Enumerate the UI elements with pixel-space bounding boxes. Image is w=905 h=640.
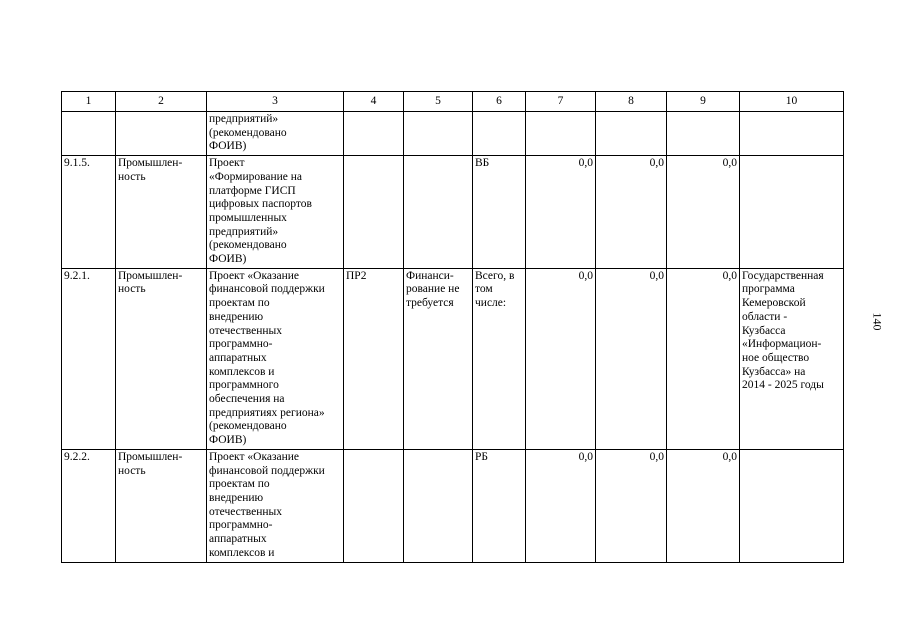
table-cell-c3 [207, 112, 344, 156]
cell-line: числе: [475, 297, 507, 310]
table-cell-c1 [62, 112, 116, 156]
cell-line: РБ [475, 450, 488, 463]
cell-line: ность [118, 283, 146, 296]
table-cell-c8: 0,0 [596, 449, 667, 562]
column-header: 9 [667, 92, 740, 112]
cell-line: финансовой поддержки [209, 283, 325, 296]
cell-line: Кузбасса» на [742, 365, 806, 378]
column-header: 5 [404, 92, 473, 112]
table-cell-c4 [344, 156, 404, 269]
cell-line: программно- [209, 338, 273, 351]
cell-line: финансовой поддержки [209, 464, 325, 477]
cell-line: ФОИВ) [209, 253, 247, 266]
table-cell-c4 [344, 449, 404, 562]
cell-line: комплексов и [209, 546, 275, 559]
cell-line: проектам по [209, 297, 270, 310]
table-cell-c9: 0,0 [667, 268, 740, 449]
table-cell-c3 [207, 449, 344, 562]
table-cell-c8 [596, 112, 667, 156]
table-cell-c10 [740, 156, 844, 269]
cell-line: ФОИВ) [209, 140, 247, 153]
table-cell-c5 [404, 449, 473, 562]
cell-line: (рекомендовано [209, 239, 287, 252]
column-header: 10 [740, 92, 844, 112]
cell-line: ное общество [742, 351, 810, 364]
column-header: 1 [62, 92, 116, 112]
cell-line: комплексов и [209, 365, 275, 378]
cell-line: рование не [406, 283, 460, 296]
table-cell-c5 [404, 268, 473, 449]
table-cell-c5 [404, 156, 473, 269]
column-header: 2 [116, 92, 207, 112]
cell-line: ность [118, 464, 146, 477]
cell-line: Промышлен- [118, 450, 183, 463]
cell-line: программно- [209, 519, 273, 532]
table-cell-c7: 0,0 [526, 268, 596, 449]
table-cell-c7: 0,0 [526, 156, 596, 269]
cell-line: платформе ГИСП [209, 184, 296, 197]
table-cell-c9: 0,0 [667, 449, 740, 562]
cell-line: отечественных [209, 505, 282, 518]
table-cell-c10 [740, 449, 844, 562]
table-cell-c2 [116, 112, 207, 156]
cell-line: «Формирование на [209, 170, 303, 183]
cell-line: Проект «Оказание [209, 269, 300, 282]
table-cell-c10 [740, 112, 844, 156]
cell-line: программного [209, 379, 279, 392]
table-cell-c6 [473, 156, 526, 269]
cell-line: Кемеровской [742, 297, 806, 310]
cell-line: внедрению [209, 491, 264, 504]
cell-line: промышленных [209, 211, 287, 224]
cell-line: предприятий» [209, 225, 279, 238]
cell-line: области - [742, 310, 788, 323]
table-row [62, 449, 844, 562]
table-cell-c9: 0,0 [667, 156, 740, 269]
table-row [62, 156, 844, 269]
table-cell-c1: 9.1.5. [62, 156, 116, 269]
cell-line: том [475, 283, 493, 296]
table-cell-c3 [207, 268, 344, 449]
cell-line: отечественных [209, 324, 282, 337]
cell-line: (рекомендовано [209, 420, 287, 433]
cell-line: Всего, в [475, 269, 515, 282]
column-header: 3 [207, 92, 344, 112]
cell-line: программа [742, 283, 795, 296]
cell-line: (рекомендовано [209, 126, 287, 139]
cell-line: 2014 - 2025 годы [742, 379, 824, 392]
column-header: 6 [473, 92, 526, 112]
column-header: 4 [344, 92, 404, 112]
cell-line: предприятиях региона» [209, 406, 325, 419]
data-table [61, 91, 844, 563]
cell-line: Промышлен- [118, 269, 183, 282]
column-header: 7 [526, 92, 596, 112]
table-cell-c8: 0,0 [596, 156, 667, 269]
table-row [62, 112, 844, 156]
cell-line: предприятий» [209, 113, 279, 125]
cell-line: «Информацион- [742, 338, 822, 351]
cell-line: внедрению [209, 310, 264, 323]
page-number: 140 [870, 312, 885, 331]
column-header: 8 [596, 92, 667, 112]
table-cell-c1: 9.2.2. [62, 449, 116, 562]
cell-line: аппаратных [209, 533, 267, 546]
table-cell-c10 [740, 268, 844, 449]
table-cell-c8: 0,0 [596, 268, 667, 449]
cell-line: проектам по [209, 478, 270, 491]
table-cell-c4: ПР2 [344, 268, 404, 449]
cell-line: Государственная [742, 269, 824, 282]
table-row [62, 268, 844, 449]
cell-line: обеспечения на [209, 393, 285, 406]
table-cell-c7: 0,0 [526, 449, 596, 562]
table-cell-c7 [526, 112, 596, 156]
cell-line: требуется [406, 297, 454, 310]
cell-line: Проект «Оказание [209, 450, 300, 463]
cell-line: аппаратных [209, 351, 267, 364]
cell-line: цифровых паспортов [209, 198, 312, 211]
table-cell-c3 [207, 156, 344, 269]
table-cell-c6 [473, 449, 526, 562]
cell-line: ФОИВ) [209, 434, 247, 447]
cell-line: ность [118, 170, 146, 183]
table-cell-c2 [116, 156, 207, 269]
table-cell-c2 [116, 449, 207, 562]
table-cell-c9 [667, 112, 740, 156]
table-cell-c2 [116, 268, 207, 449]
cell-line: Проект [209, 157, 245, 170]
table-cell-c1: 9.2.1. [62, 268, 116, 449]
table-cell-c6 [473, 268, 526, 449]
cell-line: Финанси- [406, 269, 454, 282]
table-cell-c5 [404, 112, 473, 156]
table-cell-c6 [473, 112, 526, 156]
cell-line: ВБ [475, 157, 490, 170]
cell-line: Промышлен- [118, 157, 183, 170]
header-row [62, 92, 844, 112]
table-cell-c4 [344, 112, 404, 156]
cell-line: Кузбасса [742, 324, 786, 337]
